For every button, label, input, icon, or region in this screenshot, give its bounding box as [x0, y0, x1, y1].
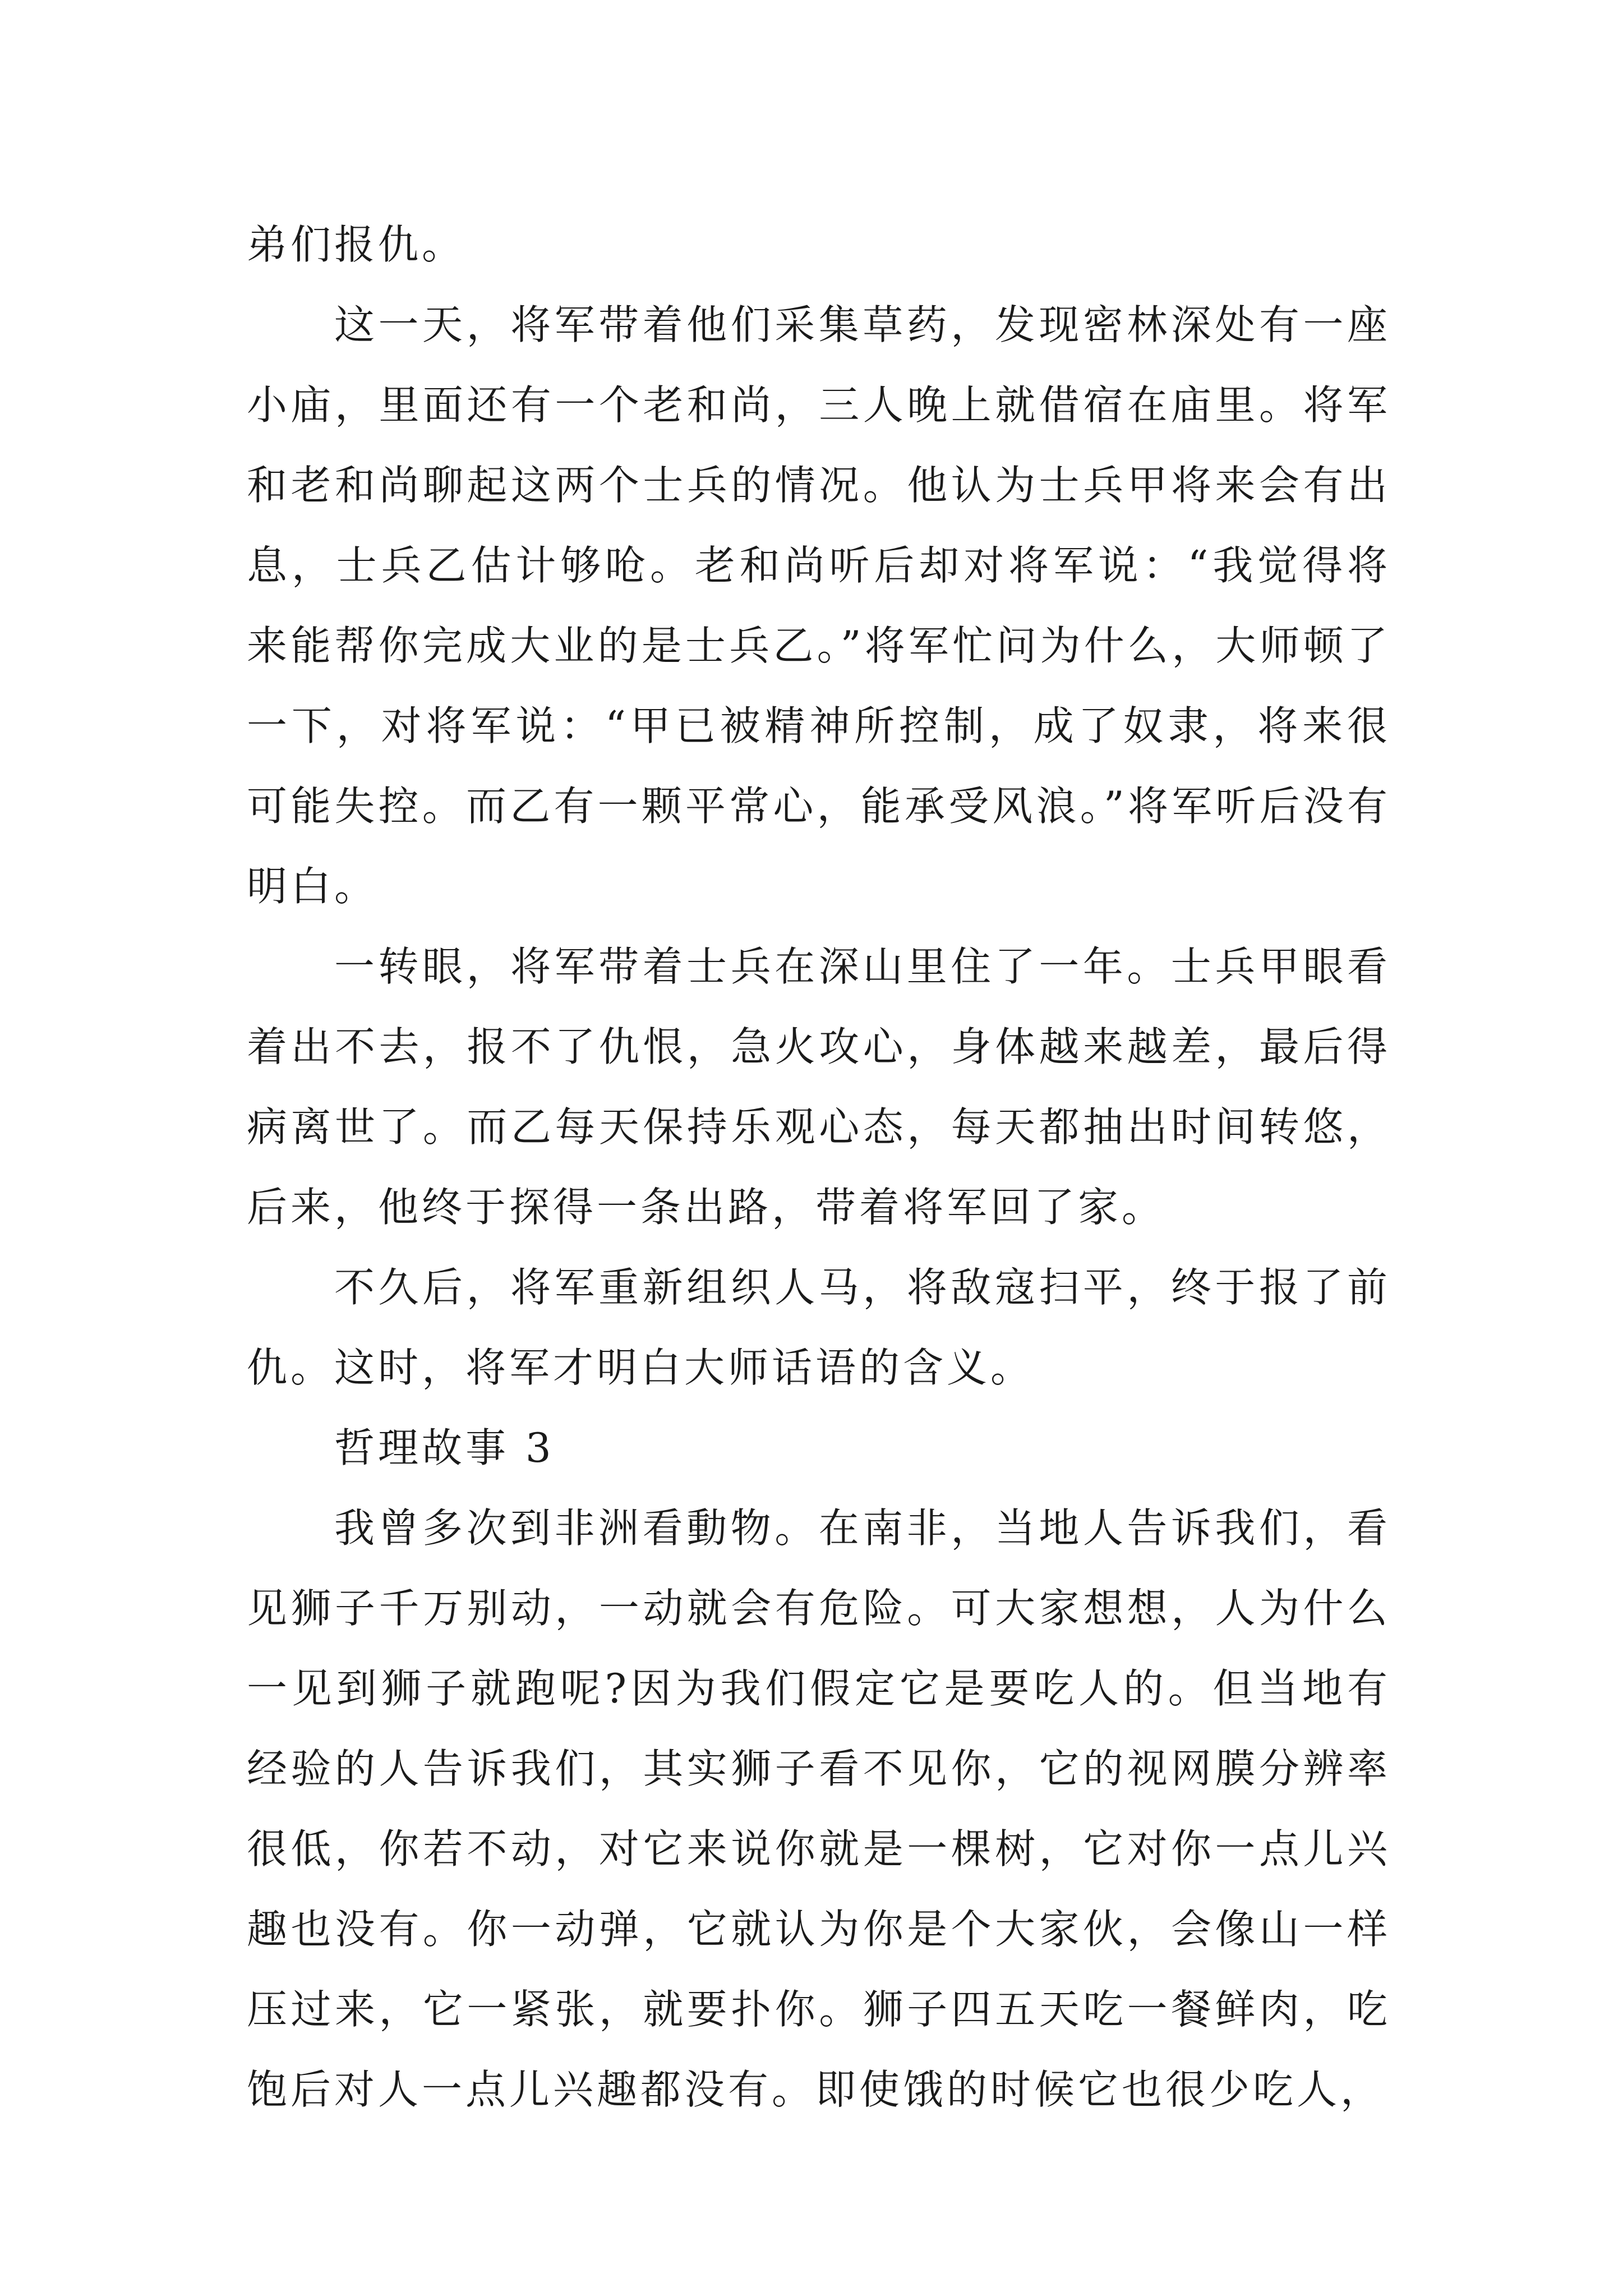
paragraph-one-year-later: 一转眼，将军带着士兵在深山里住了一年。士兵甲眼看着出不去，报不了仇恨，急火攻心，身体越来越差，最后得病离世了。而乙每天保持乐观心态，每天都抽出时间转悠，后来，他终于探得一条出路，带着将军回了家。 [247, 943, 1391, 1231]
paragraph-temple-story: 这一天，将军带着他们采集草药，发现密林深处有一座小庙，里面还有一个老和尚，三人晚上就借宿在庙里。将军和老和尚聊起这两个士兵的情况。他认为士兵甲将来会有出息，士兵乙估计够呛。老和尚听后却对将军说：“我觉得将来能帮你完成大业的是士兵乙。”将军忙问为什么，大师顿了一下，对将军说：“甲已被精神所控制，成了奴隶，将来很可能失控。而乙有一颗平常心，能承受风浪。”将军听后没有明白。 [247, 301, 1391, 910]
section-heading: 哲理故事 3 [334, 1424, 555, 1471]
document-body [247, 205, 1391, 2130]
paragraph-revenge: 不久后，将军重新组织人马，将敌寇扫平，终于报了前仇。这时，将军才明白大师话语的含义。 [247, 1264, 1391, 1391]
paragraph-continuation: 弟们报仇。 [247, 221, 466, 268]
paragraph-lion-story: 我曾多次到非洲看動物。在南非，当地人告诉我们，看见狮子千万别动，一动就会有危险。可大家想想，人为什么一见到狮子就跑呢?因为我们假定它是要吃人的。但当地有经验的人告诉我们，其实狮子看不见你，它的视网膜分辨率很低，你若不动，对它来说你就是一棵树，它对你一点儿兴趣也没有。你一动弹，它就认为你是个大家伙，会像山一样压过来，它一紧张，就要扑你。狮子四五天吃一餐鲜肉，吃饱后对人一点儿兴趣都没有。即使饿的时候它也很少吃人， [247, 1504, 1391, 2113]
